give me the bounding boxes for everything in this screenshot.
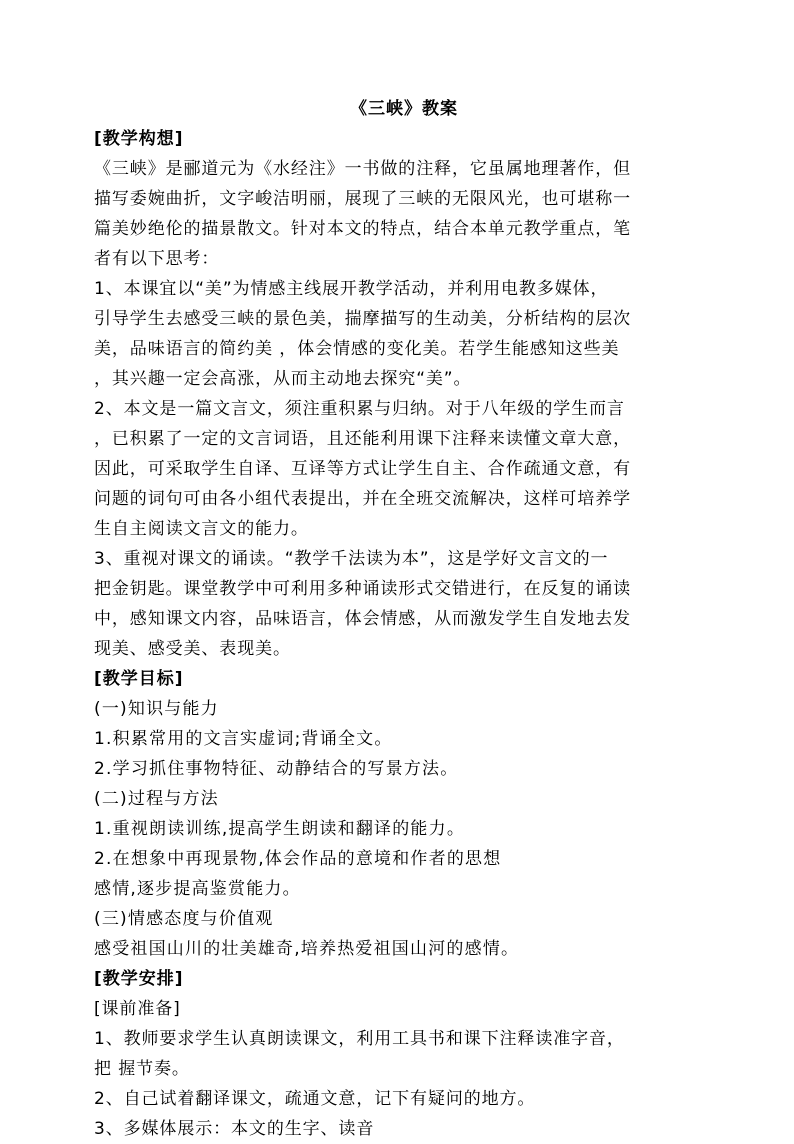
text-line: 篇美妙绝伦的描景散文。针对本文的特点，结合本单元教学重点，笔	[94, 219, 631, 239]
section-heading-conception: [教学构想]	[94, 129, 184, 149]
text-line: 者有以下思考：	[94, 249, 220, 269]
text-line: 1、本课宜以“美”为情感主线展开教学活动，并利用电教多媒体，	[94, 279, 609, 299]
list-item: 2.在想象中再现景物,体会作品的意境和作者的思想	[94, 849, 502, 869]
text-line: 描写委婉曲折，文字峻洁明丽，展现了三峡的无限风光，也可堪称一	[94, 189, 631, 209]
text-line: 生自主阅读文言文的能力。	[94, 519, 309, 539]
conception-point-3	[94, 544, 702, 664]
conception-intro-paragraph	[94, 154, 702, 274]
list-item: 2.学习抓住事物特征、动静结合的写景方法。	[94, 759, 459, 779]
section-heading-goals: [教学目标]	[94, 669, 184, 689]
section-heading-arrangement: [教学安排]	[94, 969, 184, 989]
subsection-heading-emotion: (三)情感态度与价值观	[94, 909, 274, 929]
text-line: 2、本文是一篇文言文，须注重积累与归纳。对于八年级的学生而言	[94, 399, 625, 419]
text-line: ，其兴趣一定会高涨，从而主动地去探究“美”。	[94, 369, 472, 389]
document-title: 《三峡》教案	[350, 99, 458, 119]
text-line: 《三峡》是郦道元为《水经注》一书做的注释，它虽属地理著作，但	[94, 159, 631, 179]
text-line: 3、多媒体展示：本文的生字、读音	[94, 1119, 375, 1139]
subsection-heading-preparation: [课前准备]	[94, 999, 181, 1019]
list-item: 感情,逐步提高鉴赏能力。	[94, 879, 301, 899]
text-line: ，已积累了一定的文言词语，且还能利用课下注释来读懂文章大意，	[94, 429, 631, 449]
text-line: 1、教师要求学生认真朗读课文，利用工具书和课下注释读准字音，	[94, 1029, 625, 1049]
conception-point-1	[94, 274, 702, 394]
text-line: 中，感知课文内容，品味语言，体会情感，从而激发学生自发地去发	[94, 609, 631, 629]
subsection-heading-process: (二)过程与方法	[94, 789, 219, 809]
text-line: 现美、感受美、表现美。	[94, 639, 291, 659]
list-item: 感受祖国山川的壮美雄奇,培养热爱祖国山河的感情。	[94, 939, 520, 959]
text-line: 3、重视对课文的诵读。“教学千法读为本”，这是学好文言文的一	[94, 549, 609, 569]
text-line: 引导学生去感受三峡的景色美，揣摩描写的生动美，分析结构的层次	[94, 309, 631, 329]
text-line: 2、自己试着翻译课文，疏通文意，记下有疑问的地方。	[94, 1089, 536, 1109]
text-line: 把 握节奏。	[94, 1059, 190, 1079]
text-line: 把金钥匙。课堂教学中可利用多种诵读形式交错进行，在反复的诵读	[94, 579, 631, 599]
list-item: 1.积累常用的文言实虚词;背诵全文。	[94, 729, 393, 749]
text-line: 问题的词句可由各小组代表提出，并在全班交流解决，这样可培养学	[94, 489, 631, 509]
conception-point-2	[94, 394, 702, 544]
text-line: 因此，可采取学生自译、互译等方式让学生自主、合作疏通文意，有	[94, 459, 631, 479]
text-line: 美，品味语言的简约美 ，体会情感的变化美。若学生能感知这些美	[94, 339, 620, 359]
subsection-heading-knowledge: (一)知识与能力	[94, 699, 219, 719]
document-body	[94, 98, 702, 1144]
list-item: 1.重视朗读训练,提高学生朗读和翻译的能力。	[94, 819, 466, 839]
